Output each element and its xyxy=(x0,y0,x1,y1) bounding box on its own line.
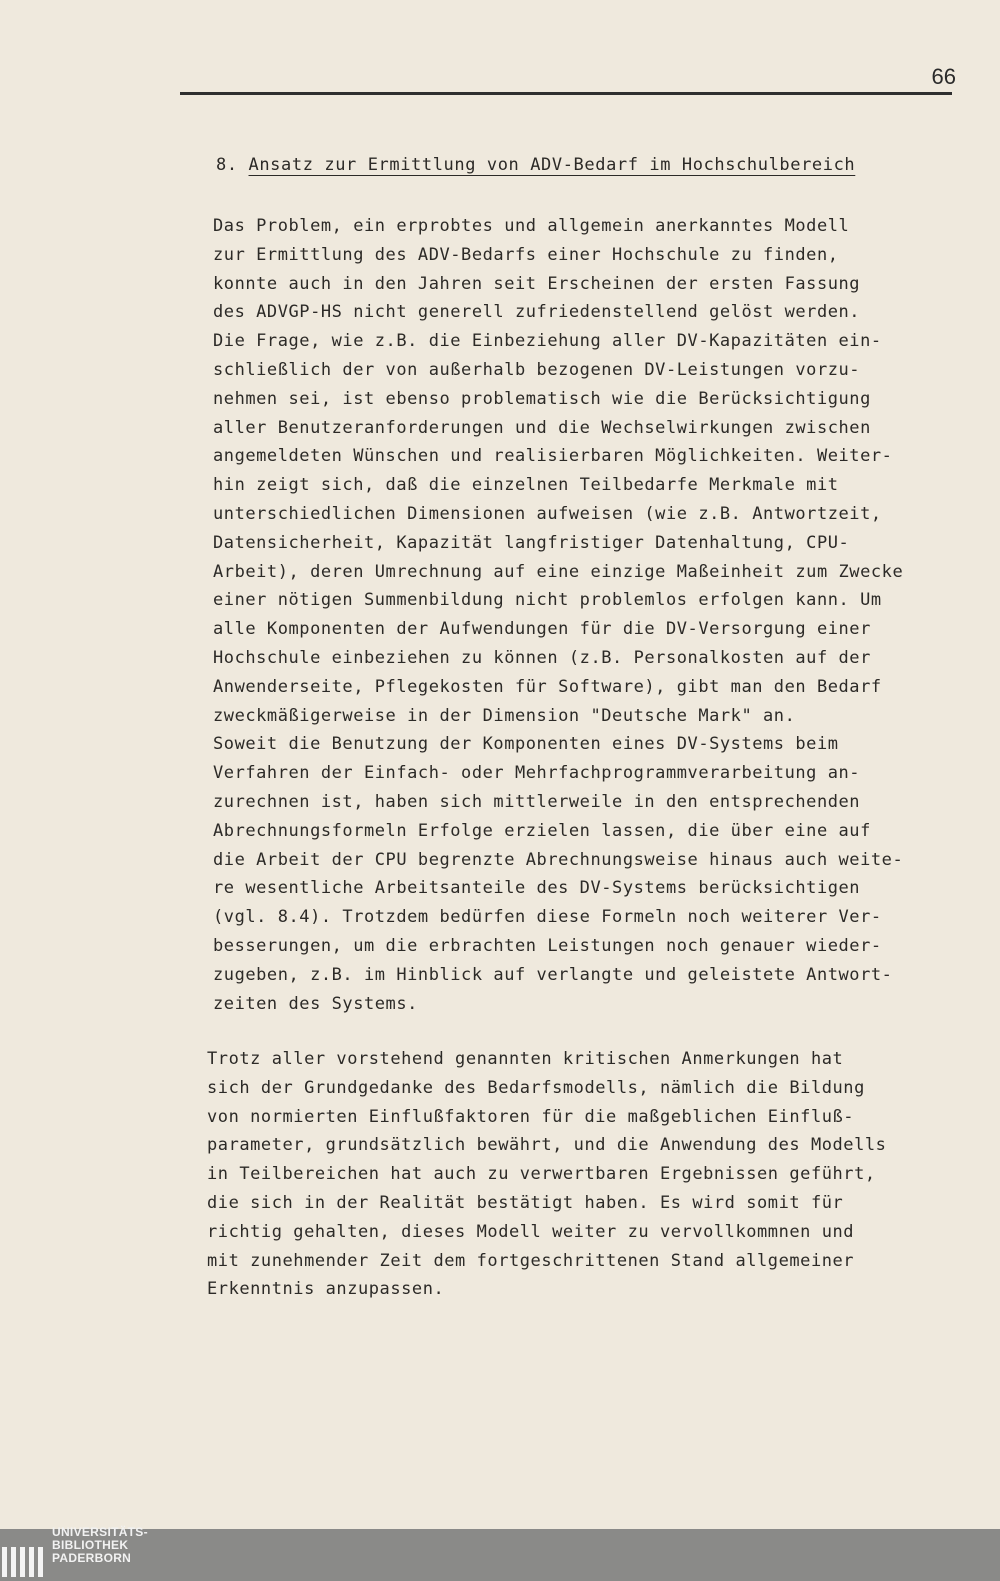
library-logo-text xyxy=(52,1526,148,1565)
text-line: besserungen, um die erbrachten Leistungen noch genauer wieder- xyxy=(213,935,882,956)
logo-line: PADERBORN xyxy=(52,1551,132,1565)
text-line: Arbeit), deren Umrechnung auf eine einzige Maßeinheit zum Zwecke xyxy=(213,561,904,582)
text-line: von normierten Einflußfaktoren für die maßgeblichen Einfluß- xyxy=(207,1106,855,1127)
text-line: Trotz aller vorstehend genannten kritischen Anmerkungen hat xyxy=(207,1049,844,1069)
logo-line: BIBLIOTHEK xyxy=(52,1538,129,1552)
text-line: Anwenderseite, Pflegekosten für Software), gibt man den Bedarf xyxy=(213,676,882,697)
text-line: unterschiedlichen Dimensionen aufweisen (wie z.B. Antwortzeit, xyxy=(213,503,882,524)
paragraph-2 xyxy=(207,1045,886,1304)
text-line: schließlich der von außerhalb bezogenen DV-Leistungen vorzu- xyxy=(213,359,861,380)
text-line: die Arbeit der CPU begrenzte Abrechnungsweise hinaus auch weite- xyxy=(213,849,904,870)
text-line: alle Komponenten der Aufwendungen für die DV-Versorgung einer xyxy=(213,619,871,640)
text-line: richtig gehalten, dieses Modell weiter zu vervollkommnen und xyxy=(207,1221,855,1242)
page-number: 66 xyxy=(931,64,956,89)
text-line: aller Benutzeranforderungen und die Wechselwirkungen zwischen xyxy=(213,417,871,438)
text-line: nehmen sei, ist ebenso problematisch wie die Berücksichtigung xyxy=(213,388,871,409)
paragraph-1 xyxy=(213,212,903,1018)
text-line: Das Problem, ein erprobtes und allgemein anerkanntes Modell xyxy=(213,216,850,236)
section-title: Ansatz zur Ermittlung von ADV-Bedarf im Hochschulbereich xyxy=(248,155,856,175)
text-line: zeiten des Systems. xyxy=(213,993,418,1014)
text-line: zurechnen ist, haben sich mittlerweile in den entsprechenden xyxy=(213,791,861,812)
text-line: parameter, grundsätzlich bewährt, und die Anwendung des Modells xyxy=(207,1135,887,1156)
section-number: 8. xyxy=(216,155,238,175)
text-line: zweckmäßigerweise in der Dimension "Deutsche Mark" an. xyxy=(213,705,796,726)
logo-line: UNIVERSITÄTS- xyxy=(52,1525,148,1539)
text-line: die sich in der Realität bestätigt haben. Es wird somit für xyxy=(207,1192,844,1213)
text-line: Soweit die Benutzung der Komponenten eines DV-Systems beim xyxy=(213,734,839,755)
text-line: Verfahren der Einfach- oder Mehrfachprogrammverarbeitung an- xyxy=(213,763,861,784)
section-heading xyxy=(216,155,855,175)
text-line: mit zunehmender Zeit dem fortgeschrittenen Stand allgemeiner xyxy=(207,1250,855,1271)
text-line: hin zeigt sich, daß die einzelnen Teilbedarfe Merkmale mit xyxy=(213,475,839,496)
text-line: re wesentliche Arbeitsanteile des DV-Systems berücksichtigen xyxy=(213,878,861,899)
text-line: Abrechnungsformeln Erfolge erzielen lassen, die über eine auf xyxy=(213,820,871,841)
header-rule xyxy=(180,92,952,95)
text-line: Erkenntnis anzupassen. xyxy=(207,1279,445,1300)
text-line: (vgl. 8.4). Trotzdem bedürfen diese Formeln noch weiterer Ver- xyxy=(213,907,882,928)
text-line: des ADVGP-HS nicht generell zufriedenstellend gelöst werden. xyxy=(213,302,861,323)
text-line: angemeldeten Wünschen und realisierbaren Möglichkeiten. Weiter- xyxy=(213,446,893,467)
text-line: zur Ermittlung des ADV-Bedarfs einer Hochschule zu finden, xyxy=(213,244,839,265)
library-logo-icon xyxy=(2,1531,48,1577)
text-line: Die Frage, wie z.B. die Einbeziehung aller DV-Kapazitäten ein- xyxy=(213,331,882,352)
text-line: Datensicherheit, Kapazität langfristiger Datenhaltung, CPU- xyxy=(213,532,850,553)
text-line: in Teilbereichen hat auch zu verwertbaren Ergebnissen geführt, xyxy=(207,1164,876,1185)
text-line: zugeben, z.B. im Hinblick auf verlangte und geleistete Antwort- xyxy=(213,964,893,985)
text-line: Hochschule einbeziehen zu können (z.B. Personalkosten auf der xyxy=(213,647,871,668)
text-line: sich der Grundgedanke des Bedarfsmodells, nämlich die Bildung xyxy=(207,1077,865,1098)
text-line: einer nötigen Summenbildung nicht problemlos erfolgen kann. Um xyxy=(213,590,882,611)
text-line: konnte auch in den Jahren seit Erscheinen der ersten Fassung xyxy=(213,273,861,294)
footer-bar xyxy=(0,1529,1000,1581)
